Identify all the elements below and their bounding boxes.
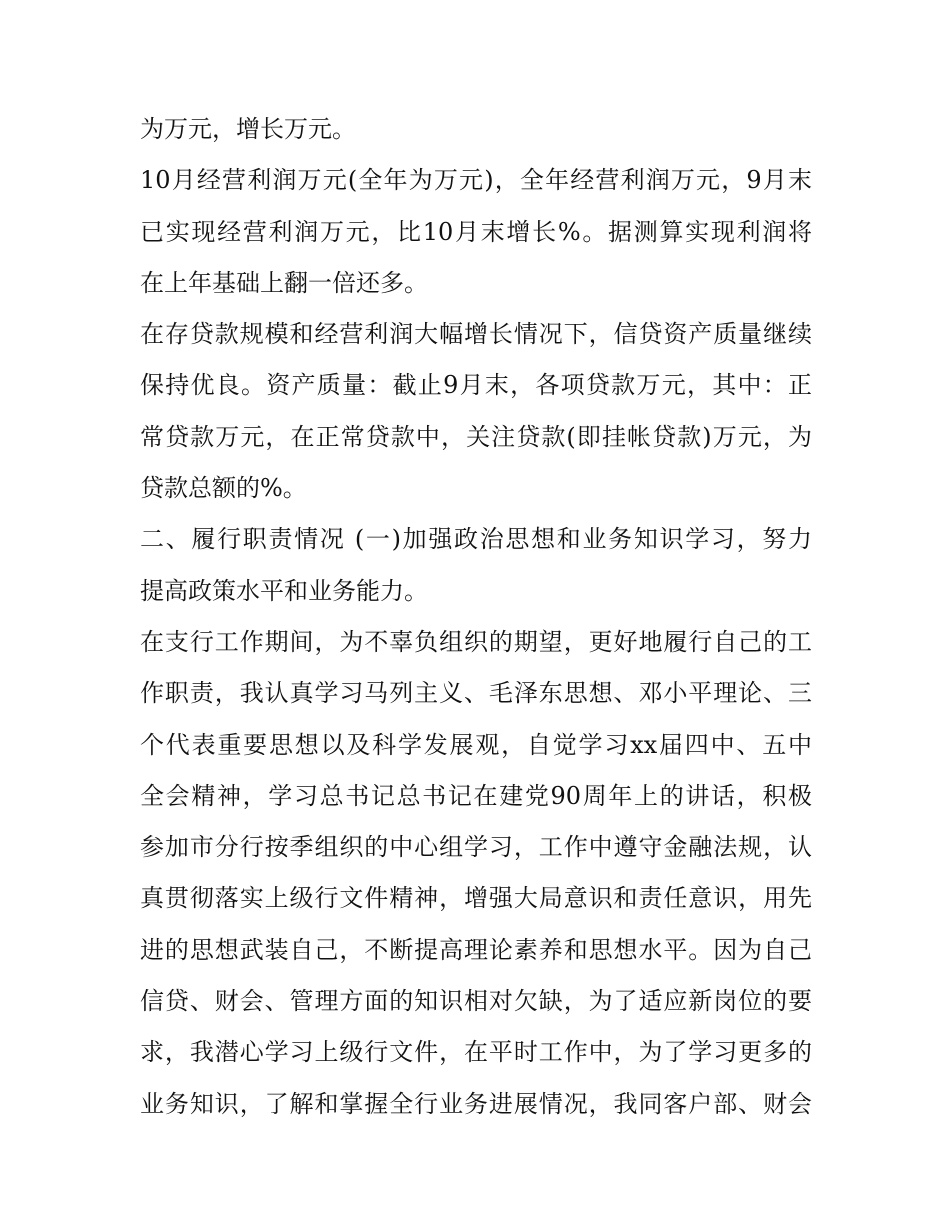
text-line: 已实现经营利润万元，比10月末增长%。据测算实现利润将 <box>140 217 812 246</box>
text-line: 保持优良。资产质量：截止9月末，各项贷款万元，其中：正 <box>140 371 812 400</box>
text-line: 真贯彻落实上级行文件精神，增强大局意识和责任意识，用先 <box>140 884 812 913</box>
document-body <box>140 104 812 1130</box>
text-line: 在支行工作期间，为不辜负组织的期望，更好地履行自己的工 <box>140 627 812 656</box>
text-line: 在上年基础上翻一倍还多。 <box>140 268 428 297</box>
text-line: 信贷、财会、管理方面的知识相对欠缺，为了适应新岗位的要 <box>140 987 812 1016</box>
text-line: 提高政策水平和业务能力。 <box>140 576 428 605</box>
text-line: 全会精神，学习总书记总书记在建党90周年上的讲话，积极 <box>140 781 812 810</box>
text-line: 求，我潜心学习上级行文件，在平时工作中，为了学习更多的 <box>140 1038 812 1067</box>
text-line: 常贷款万元，在正常贷款中，关注贷款(即挂帐贷款)万元，为 <box>140 422 812 451</box>
text-line: 为万元，增长万元。 <box>140 115 356 143</box>
text-line: 贷款总额的%。 <box>140 474 307 503</box>
text-line: 参加市分行按季组织的中心组学习，工作中遵守金融法规，认 <box>140 833 812 862</box>
text-line: 二、履行职责情况 (一)加强政治思想和业务知识学习，努力 <box>140 525 812 554</box>
text-line: 10月经营利润万元(全年为万元)，全年经营利润万元，9月末 <box>140 166 812 195</box>
text-line: 进的思想武装自己，不断提高理论素养和思想水平。因为自己 <box>140 935 812 964</box>
text-line: 作职责，我认真学习马列主义、毛泽东思想、邓小平理论、三 <box>140 679 812 708</box>
text-line: 业务知识，了解和掌握全行业务进展情况，我同客户部、财会 <box>140 1089 812 1118</box>
text-line: 在存贷款规模和经营利润大幅增长情况下，信贷资产质量继续 <box>140 320 812 349</box>
text-line: 个代表重要思想以及科学发展观，自觉学习xx届四中、五中 <box>140 730 812 759</box>
